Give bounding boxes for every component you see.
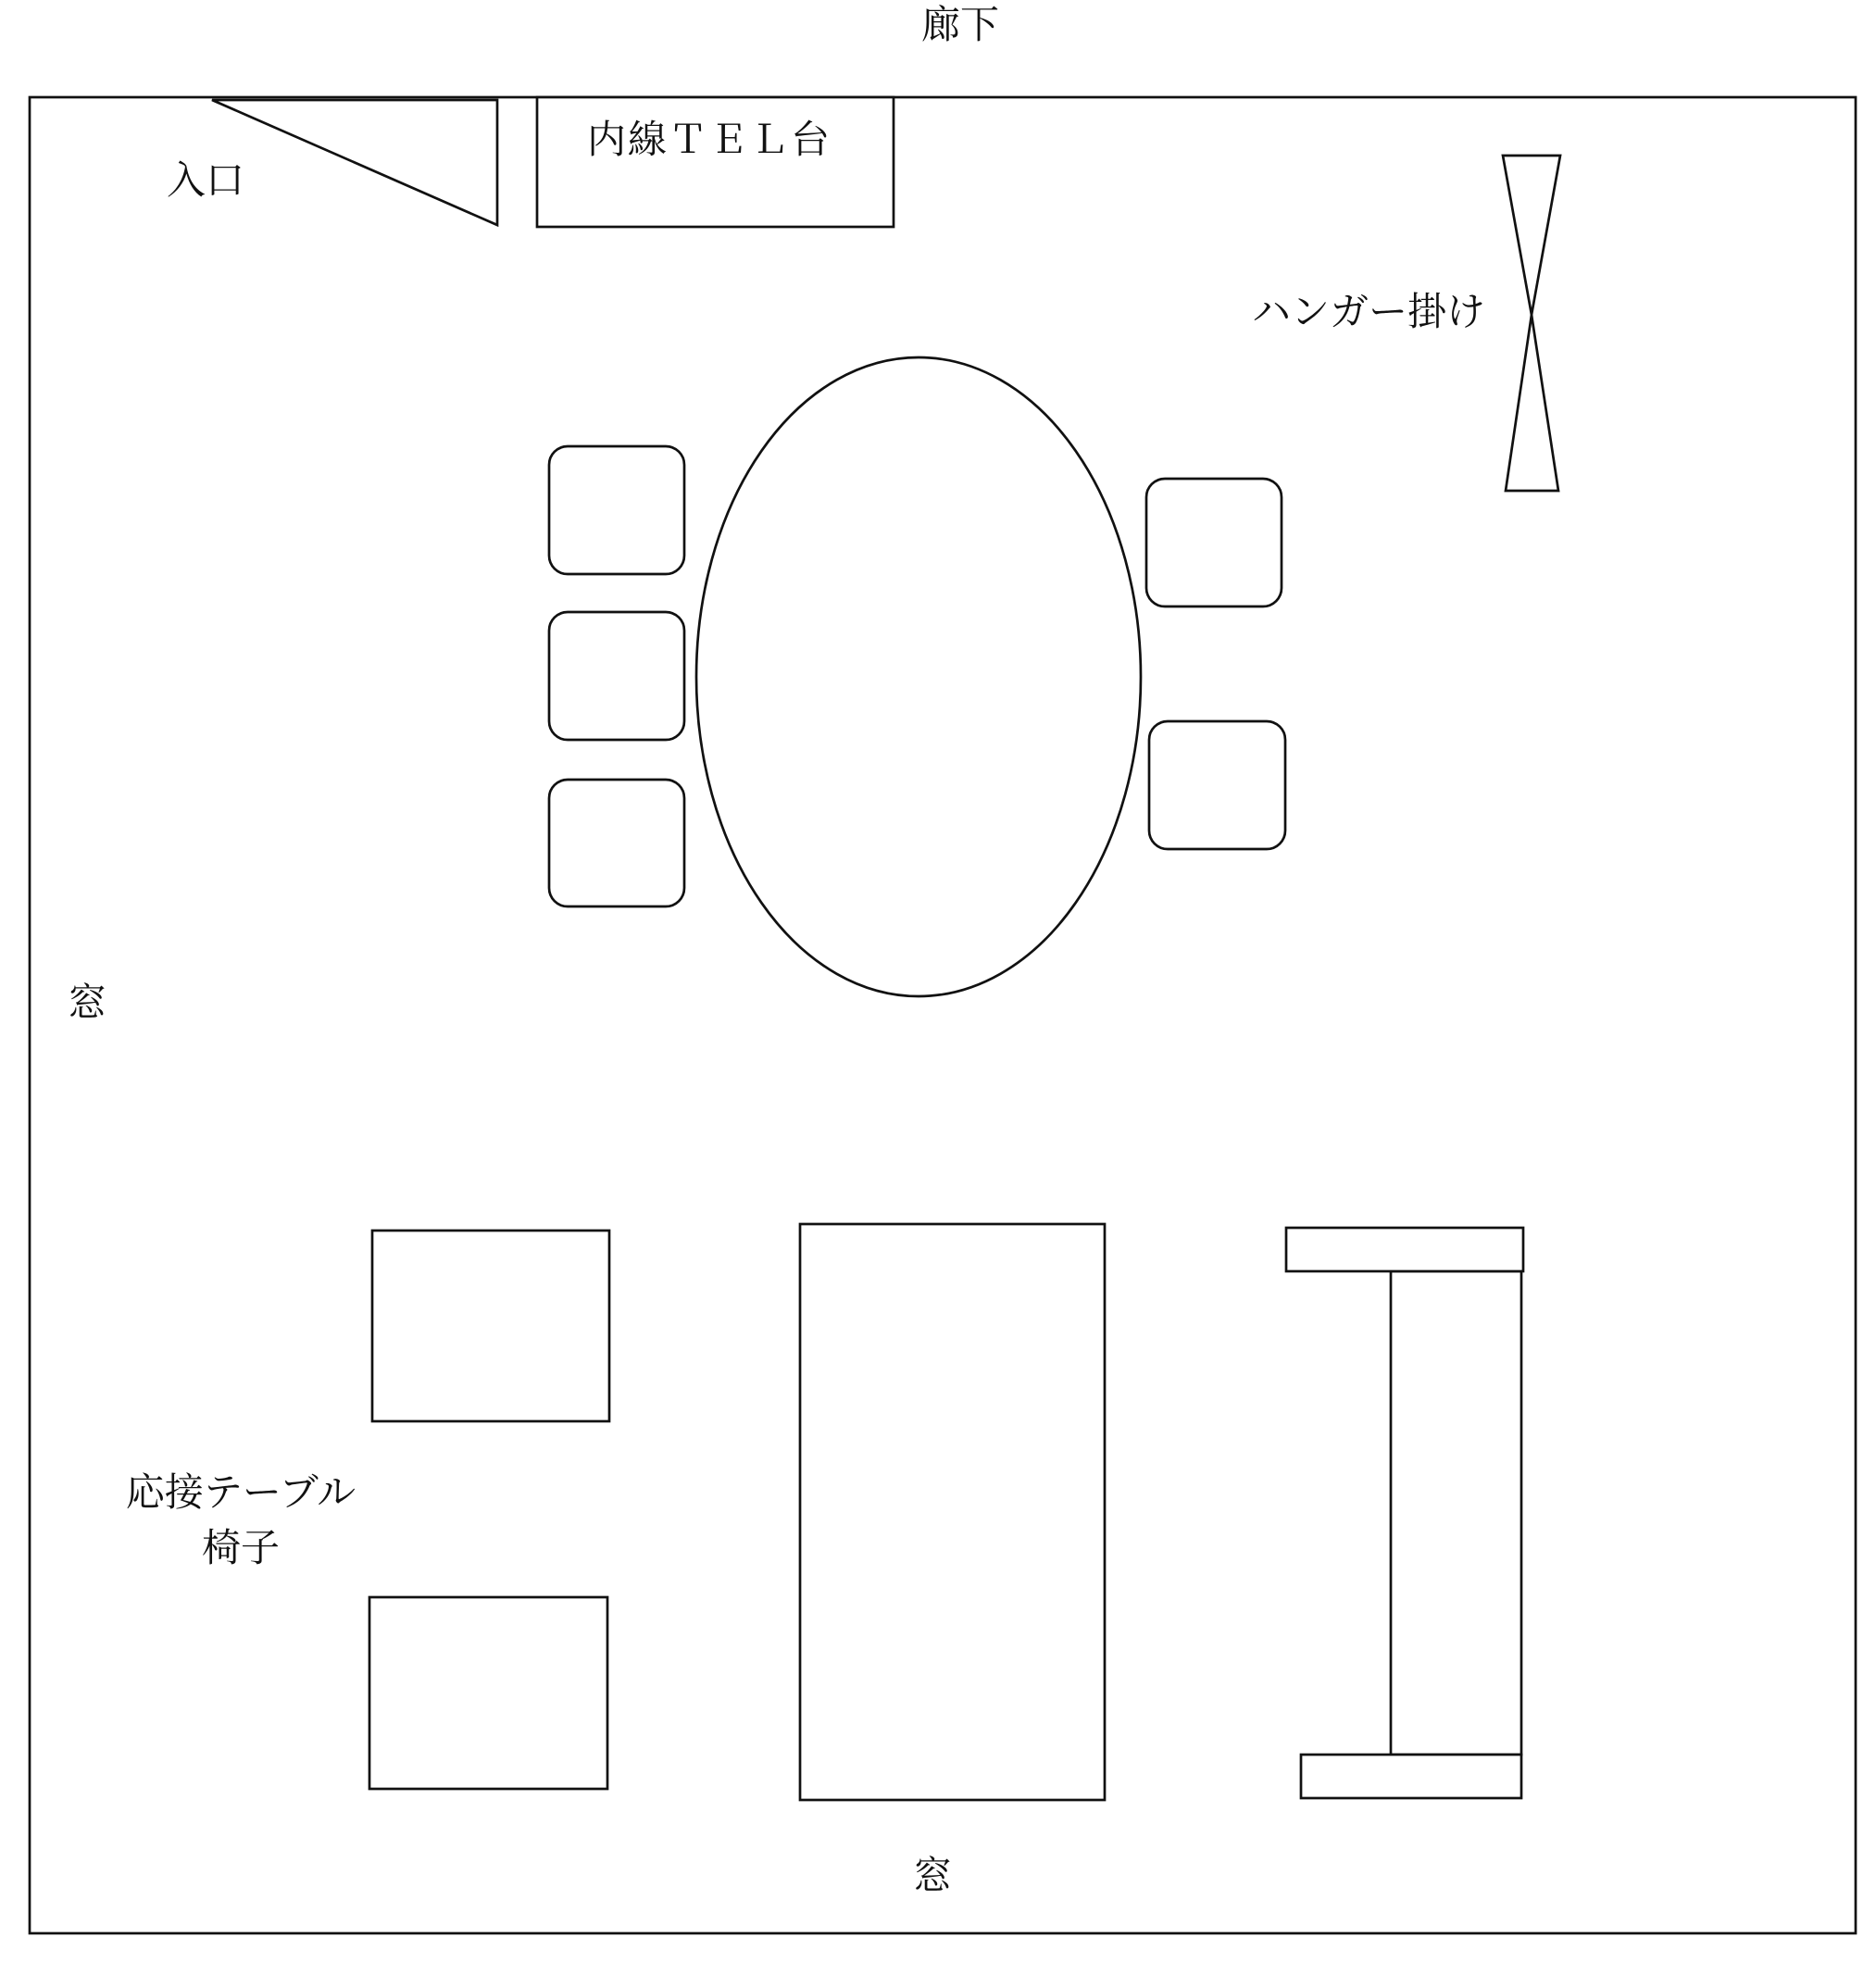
window-left-label: 窓 [68, 980, 107, 1025]
reception-label-line1: 応接テーブル [125, 1469, 356, 1515]
corridor-label: 廊下 [921, 2, 1000, 47]
chair [549, 612, 684, 740]
entrance-label: 入口 [167, 157, 245, 203]
chair [1146, 479, 1282, 606]
meeting-table [696, 357, 1141, 996]
sofa-arm-bottom [1301, 1755, 1521, 1798]
window-bottom-label: 窓 [913, 1853, 953, 1898]
sofa-arm-top [1286, 1228, 1523, 1271]
phone-stand-label: 内線ＴＥＬ台 [587, 117, 832, 162]
reception-table [800, 1224, 1105, 1800]
chair [1149, 721, 1285, 849]
hanger-label: ハンガー掛け [1252, 289, 1486, 334]
reception-label-line2: 椅子 [201, 1525, 280, 1570]
reception-chair [372, 1231, 609, 1421]
sofa-seat [1391, 1271, 1521, 1755]
chair [549, 780, 684, 906]
reception-chair [369, 1597, 607, 1789]
chair [549, 446, 684, 574]
